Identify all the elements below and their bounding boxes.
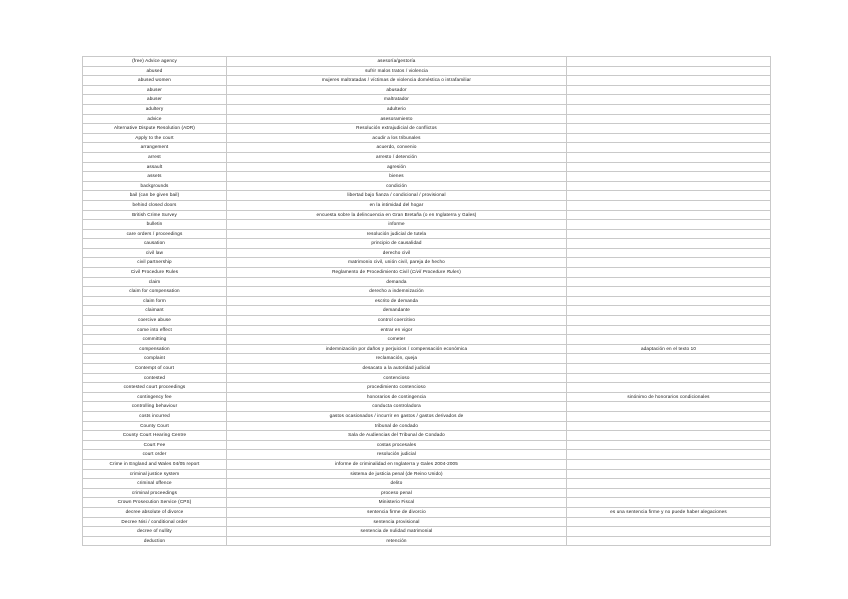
table-row <box>83 488 771 498</box>
spanish-term-cell: honorarios de contingencia <box>227 392 567 402</box>
note-cell <box>567 258 771 268</box>
note-cell <box>567 411 771 421</box>
english-term-cell: deduction <box>83 536 227 546</box>
english-term-cell: Court Fee <box>83 440 227 450</box>
spanish-term-cell: entrar en vigor <box>227 325 567 335</box>
table-row <box>83 191 771 201</box>
english-term-cell: committing <box>83 335 227 345</box>
spanish-term-cell: control coercitivo <box>227 316 567 326</box>
table-row <box>83 498 771 508</box>
table-row <box>83 200 771 210</box>
glossary-table <box>82 56 771 546</box>
spanish-term-cell: sentencia de nulidad matrimonial <box>227 527 567 537</box>
table-row <box>83 306 771 316</box>
note-cell <box>567 85 771 95</box>
note-cell <box>567 191 771 201</box>
english-term-cell: controlling behaviour <box>83 402 227 412</box>
note-cell <box>567 133 771 143</box>
spanish-term-cell: demandante <box>227 306 567 316</box>
note-cell <box>567 181 771 191</box>
note-cell <box>567 200 771 210</box>
spanish-term-cell: asesoramiento <box>227 114 567 124</box>
spanish-term-cell: indemnización por daños y perjuicios / compensación económica <box>227 344 567 354</box>
english-term-cell: Crown Prosecution Service (CPS) <box>83 498 227 508</box>
english-term-cell: abused women <box>83 76 227 86</box>
spanish-term-cell: acuerdo, convenio <box>227 143 567 153</box>
spanish-term-cell: Reglamento de Procedimiento Civil (Civil Procedure Rules) <box>227 268 567 278</box>
english-term-cell: assault <box>83 162 227 172</box>
table-row <box>83 162 771 172</box>
table-row <box>83 76 771 86</box>
note-cell <box>567 488 771 498</box>
note-cell <box>567 316 771 326</box>
spanish-term-cell: arresto / detención <box>227 152 567 162</box>
english-term-cell: Alternative Dispute Resolution (ADR) <box>83 124 227 134</box>
english-term-cell: (free) Advice agency <box>83 57 227 67</box>
spanish-term-cell: sentencia firme de divorcio <box>227 507 567 517</box>
note-cell <box>567 268 771 278</box>
note-cell <box>567 373 771 383</box>
note-cell <box>567 162 771 172</box>
note-cell <box>567 220 771 230</box>
english-term-cell: assets <box>83 172 227 182</box>
table-row <box>83 287 771 297</box>
english-term-cell: decree absolute of divorce <box>83 507 227 517</box>
table-row <box>83 335 771 345</box>
table-row <box>83 527 771 537</box>
glossary-sheet <box>82 56 770 546</box>
english-term-cell: Contempt of court <box>83 364 227 374</box>
english-term-cell: bulletin <box>83 220 227 230</box>
spanish-term-cell: reclamación, queja <box>227 354 567 364</box>
table-row <box>83 143 771 153</box>
table-row <box>83 248 771 258</box>
spanish-term-cell: informe <box>227 220 567 230</box>
table-row <box>83 459 771 469</box>
note-cell <box>567 239 771 249</box>
table-row <box>83 133 771 143</box>
english-term-cell: arrest <box>83 152 227 162</box>
note-cell <box>567 479 771 489</box>
spanish-term-cell: tribunal de condado <box>227 421 567 431</box>
glossary-table-body <box>83 57 771 546</box>
english-term-cell: decree of nullity <box>83 527 227 537</box>
note-cell <box>567 114 771 124</box>
spanish-term-cell: informe de criminalidad en Inglaterra y Gales 2004-2005 <box>227 459 567 469</box>
spanish-term-cell: acudir a los tribunales <box>227 133 567 143</box>
spanish-term-cell: abusador <box>227 85 567 95</box>
english-term-cell: backgrounds <box>83 181 227 191</box>
table-row <box>83 479 771 489</box>
spanish-term-cell: maltratador <box>227 95 567 105</box>
spanish-term-cell: sistema de justicia penal (de Reino Unido) <box>227 469 567 479</box>
english-term-cell: coercive abuse <box>83 316 227 326</box>
spanish-term-cell: costas procesales <box>227 440 567 450</box>
note-cell <box>567 459 771 469</box>
note-cell <box>567 421 771 431</box>
table-row <box>83 239 771 249</box>
spanish-term-cell: procedimiento contencioso <box>227 383 567 393</box>
table-row <box>83 364 771 374</box>
table-row <box>83 124 771 134</box>
table-row <box>83 383 771 393</box>
note-cell <box>567 354 771 364</box>
table-row <box>83 66 771 76</box>
table-row <box>83 316 771 326</box>
spanish-term-cell: conducta controladora <box>227 402 567 412</box>
spanish-term-cell: resolución judicial <box>227 450 567 460</box>
table-row <box>83 57 771 67</box>
table-row <box>83 268 771 278</box>
note-cell <box>567 287 771 297</box>
table-row <box>83 373 771 383</box>
english-term-cell: County Court <box>83 421 227 431</box>
spanish-term-cell: agresión <box>227 162 567 172</box>
table-row <box>83 114 771 124</box>
english-term-cell: British Crime Survey <box>83 210 227 220</box>
spanish-term-cell: gastos ocasionados / incurrir en gastos / gastos derivados de <box>227 411 567 421</box>
spanish-term-cell: cometer <box>227 335 567 345</box>
english-term-cell: civil law <box>83 248 227 258</box>
english-term-cell: behind closed doors <box>83 200 227 210</box>
english-term-cell: abused <box>83 66 227 76</box>
note-cell <box>567 364 771 374</box>
english-term-cell: compensation <box>83 344 227 354</box>
table-row <box>83 402 771 412</box>
table-row <box>83 220 771 230</box>
note-cell: sinónimo de honorarios condicionales <box>567 392 771 402</box>
italic-title: Civil Procedure Rules <box>411 269 460 275</box>
note-cell <box>567 306 771 316</box>
english-term-cell: Decree Nisi / conditional order <box>83 517 227 527</box>
spanish-term-cell: matrimonio civil, unión civil, pareja de hecho <box>227 258 567 268</box>
english-term-cell: claim <box>83 277 227 287</box>
table-row <box>83 507 771 517</box>
spanish-term-cell: Ministerio Fiscal <box>227 498 567 508</box>
spanish-term-cell: mujeres maltratadas / víctimas de violencia doméstica o intrafamiliar <box>227 76 567 86</box>
spanish-term-cell: en la intimidad del hogar <box>227 200 567 210</box>
english-term-cell: criminal justice system <box>83 469 227 479</box>
note-cell <box>567 277 771 287</box>
english-term-cell: abuser <box>83 95 227 105</box>
english-term-cell: abuser <box>83 85 227 95</box>
note-cell <box>567 450 771 460</box>
english-term-cell: criminal offence <box>83 479 227 489</box>
english-term-cell: civil partnership <box>83 258 227 268</box>
table-row <box>83 152 771 162</box>
spanish-term-cell: resolución judicial de tutela <box>227 229 567 239</box>
spanish-term-cell: sufrir malos tratos / violencia <box>227 66 567 76</box>
english-term-cell: advice <box>83 114 227 124</box>
spanish-term-cell: condición <box>227 181 567 191</box>
spanish-term-cell: Sala de Audiencias del Tribunal de Condado <box>227 431 567 441</box>
note-cell <box>567 57 771 67</box>
table-row <box>83 210 771 220</box>
note-cell <box>567 172 771 182</box>
english-term-cell: contingency fee <box>83 392 227 402</box>
spanish-term-cell: derecho a indemnización <box>227 287 567 297</box>
english-term-cell: arrangement <box>83 143 227 153</box>
english-term-cell: County Court Hearing Centre <box>83 431 227 441</box>
note-cell <box>567 210 771 220</box>
english-term-cell: costs incurred <box>83 411 227 421</box>
english-term-cell: complaint <box>83 354 227 364</box>
table-row <box>83 258 771 268</box>
spanish-term-cell: retención <box>227 536 567 546</box>
note-cell <box>567 402 771 412</box>
spanish-term-cell: demanda <box>227 277 567 287</box>
note-cell <box>567 296 771 306</box>
note-cell <box>567 229 771 239</box>
note-cell <box>567 383 771 393</box>
english-term-cell: care orders / proceedings <box>83 229 227 239</box>
note-cell <box>567 143 771 153</box>
table-row <box>83 172 771 182</box>
table-row <box>83 411 771 421</box>
english-term-cell: adultery <box>83 104 227 114</box>
spanish-term-cell: libertad bajo fianza / condicional / provisional <box>227 191 567 201</box>
table-row <box>83 517 771 527</box>
english-term-cell: court order <box>83 450 227 460</box>
table-row <box>83 354 771 364</box>
note-cell <box>567 66 771 76</box>
table-row <box>83 440 771 450</box>
note-cell: es una sentencia firme y no puede haber alegaciones <box>567 507 771 517</box>
table-row <box>83 181 771 191</box>
note-cell <box>567 498 771 508</box>
note-cell <box>567 325 771 335</box>
spanish-term-cell: contencioso <box>227 373 567 383</box>
table-row <box>83 344 771 354</box>
spanish-term-cell: bienes <box>227 172 567 182</box>
table-row <box>83 296 771 306</box>
english-term-cell: causation <box>83 239 227 249</box>
english-term-cell: claim for compensation <box>83 287 227 297</box>
table-row <box>83 85 771 95</box>
note-cell: adaptación en el texto 10 <box>567 344 771 354</box>
english-term-cell: bail (can be given bail) <box>83 191 227 201</box>
note-cell <box>567 124 771 134</box>
table-row <box>83 95 771 105</box>
english-term-cell: contested <box>83 373 227 383</box>
english-term-cell: Apply to the court <box>83 133 227 143</box>
table-row <box>83 277 771 287</box>
note-cell <box>567 152 771 162</box>
english-term-cell: contested court proceedings <box>83 383 227 393</box>
spanish-term-cell: escrito de demanda <box>227 296 567 306</box>
note-cell <box>567 248 771 258</box>
english-term-cell: criminal proceedings <box>83 488 227 498</box>
spanish-term-cell: principio de causalidad <box>227 239 567 249</box>
note-cell <box>567 536 771 546</box>
table-row <box>83 469 771 479</box>
note-cell <box>567 431 771 441</box>
table-row <box>83 421 771 431</box>
table-row <box>83 431 771 441</box>
english-term-cell: Civil Procedure Rules <box>83 268 227 278</box>
note-cell <box>567 527 771 537</box>
english-term-cell: claim form <box>83 296 227 306</box>
english-term-cell: come into effect <box>83 325 227 335</box>
table-row <box>83 450 771 460</box>
note-cell <box>567 76 771 86</box>
spanish-term-cell: encuesta sobre la delincuencia en Gran Bretaña (o en Inglaterra y Gales) <box>227 210 567 220</box>
note-cell <box>567 104 771 114</box>
spanish-term-cell: proceso penal <box>227 488 567 498</box>
note-cell <box>567 440 771 450</box>
table-row <box>83 104 771 114</box>
note-cell <box>567 335 771 345</box>
spanish-term-cell: derecho civil <box>227 248 567 258</box>
note-cell <box>567 469 771 479</box>
spanish-term-cell: adulterio <box>227 104 567 114</box>
table-row <box>83 392 771 402</box>
spanish-term-cell: desacato a la autoridad judicial <box>227 364 567 374</box>
english-term-cell: claimant <box>83 306 227 316</box>
table-row <box>83 536 771 546</box>
spanish-term-cell: sentencia provisional <box>227 517 567 527</box>
spanish-term-cell: Resolución extrajudicial de conflictos <box>227 124 567 134</box>
spanish-term-cell: asesoría/gestoría <box>227 57 567 67</box>
english-term-cell: Crime in England and Wales 04/05 report <box>83 459 227 469</box>
table-row <box>83 229 771 239</box>
spanish-term-cell: delito <box>227 479 567 489</box>
note-cell <box>567 517 771 527</box>
note-cell <box>567 95 771 105</box>
table-row <box>83 325 771 335</box>
